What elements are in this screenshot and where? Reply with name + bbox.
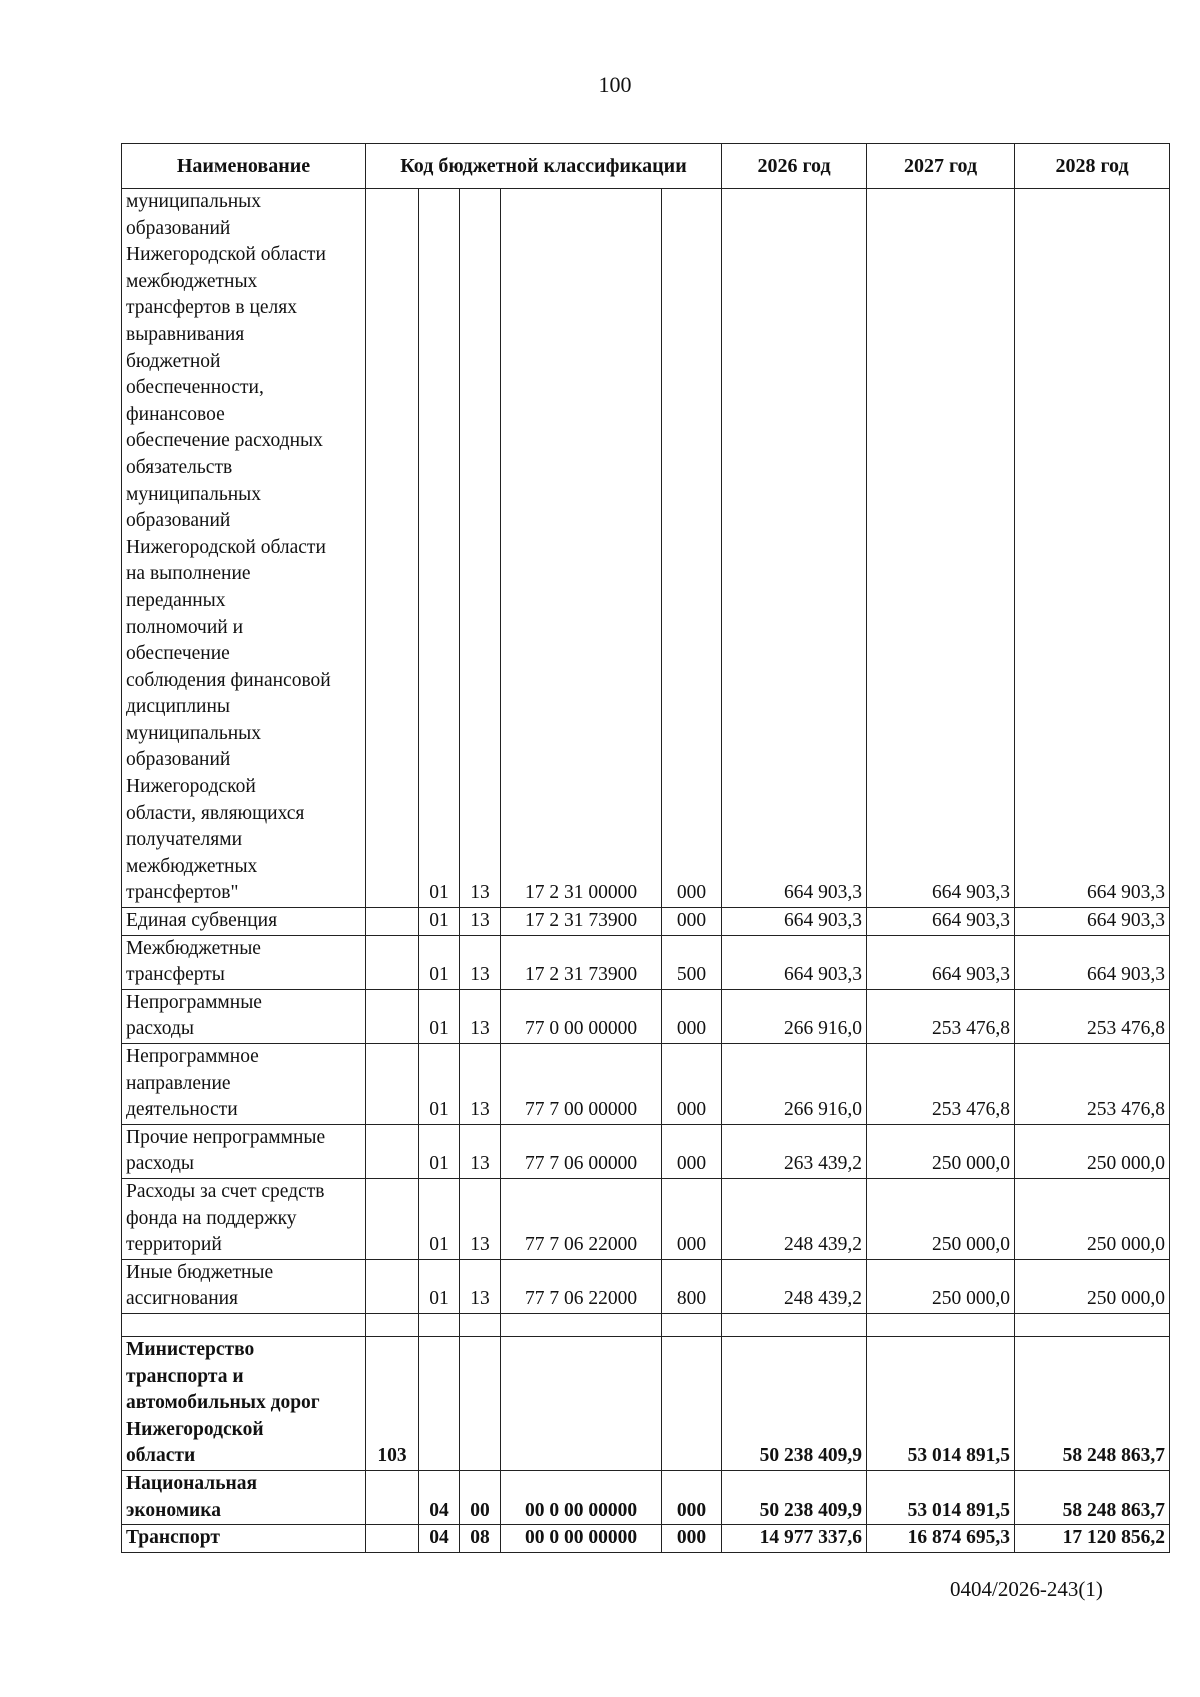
header-2026: 2026 год: [722, 144, 867, 189]
row-expense-type-code: 000: [662, 1178, 722, 1259]
row-subsection-code: 00: [460, 1470, 501, 1524]
row-section-code: 01: [419, 189, 460, 908]
table-row: [122, 1470, 1170, 1524]
row-ved-code: [366, 1470, 419, 1524]
table-row: [122, 1178, 1170, 1259]
row-ved-code: [366, 1124, 419, 1178]
row-target-item-code: 77 7 06 00000: [501, 1124, 662, 1178]
row-ved-code: [366, 908, 419, 936]
table-row: [122, 189, 1170, 908]
row-ved-code: [366, 1044, 419, 1125]
row-value-2027: 250 000,0: [867, 1124, 1015, 1178]
row-ved-code: 103: [366, 1336, 419, 1470]
table-row: [122, 1124, 1170, 1178]
row-section-code: 01: [419, 1044, 460, 1125]
row-expense-type-code: 000: [662, 989, 722, 1043]
row-target-item-code: 00 0 00 00000: [501, 1525, 662, 1553]
row-target-item-code: [501, 1336, 662, 1470]
row-name: Непрограммное направление деятельности: [122, 1044, 366, 1125]
table-row: [122, 1259, 1170, 1313]
row-expense-type-code: [662, 1336, 722, 1470]
row-expense-type-code: 800: [662, 1259, 722, 1313]
row-ved-code: [366, 189, 419, 908]
row-name: Прочие непрограммные расходы: [122, 1124, 366, 1178]
row-subsection-code: 13: [460, 935, 501, 989]
row-subsection-code: 13: [460, 908, 501, 936]
header-code: Код бюджетной классификации: [366, 144, 722, 189]
empty-cell: [662, 1313, 722, 1336]
row-subsection-code: 13: [460, 1259, 501, 1313]
row-value-2028: 664 903,3: [1015, 908, 1170, 936]
row-target-item-code: 77 7 00 00000: [501, 1044, 662, 1125]
row-name: Министерство транспорта и автомобильных дорог Нижегородской области: [122, 1336, 366, 1470]
row-value-2027: 664 903,3: [867, 908, 1015, 936]
budget-table: [121, 143, 1170, 1553]
row-value-2026: 50 238 409,9: [722, 1470, 867, 1524]
row-ved-code: [366, 935, 419, 989]
row-target-item-code: 77 7 06 22000: [501, 1178, 662, 1259]
row-ved-code: [366, 1259, 419, 1313]
row-ved-code: [366, 1525, 419, 1553]
row-target-item-code: 17 2 31 00000: [501, 189, 662, 908]
row-subsection-code: 13: [460, 1124, 501, 1178]
row-value-2028: 253 476,8: [1015, 1044, 1170, 1125]
row-value-2027: 664 903,3: [867, 189, 1015, 908]
table-row: [122, 935, 1170, 989]
row-name: Непрограммные расходы: [122, 989, 366, 1043]
row-name: Единая субвенция: [122, 908, 366, 936]
row-value-2026: 664 903,3: [722, 189, 867, 908]
row-name: Межбюджетные трансферты: [122, 935, 366, 989]
row-expense-type-code: 000: [662, 908, 722, 936]
row-ved-code: [366, 1178, 419, 1259]
document-code: 0404/2026-243(1): [950, 1577, 1103, 1601]
row-name: Транспорт: [122, 1525, 366, 1553]
row-target-item-code: 17 2 31 73900: [501, 935, 662, 989]
row-value-2026: 263 439,2: [722, 1124, 867, 1178]
row-value-2027: 250 000,0: [867, 1259, 1015, 1313]
row-target-item-code: 77 0 00 00000: [501, 989, 662, 1043]
row-name: Расходы за счет средств фонда на поддержку территорий: [122, 1178, 366, 1259]
header-row: [122, 144, 1170, 189]
row-value-2026: 248 439,2: [722, 1178, 867, 1259]
row-expense-type-code: 000: [662, 1525, 722, 1553]
row-value-2028: 250 000,0: [1015, 1178, 1170, 1259]
table-row: [122, 989, 1170, 1043]
row-value-2027: 253 476,8: [867, 1044, 1015, 1125]
table-row: [122, 908, 1170, 936]
table-row: [122, 1044, 1170, 1125]
row-subsection-code: 13: [460, 1044, 501, 1125]
row-value-2027: 250 000,0: [867, 1178, 1015, 1259]
row-target-item-code: 17 2 31 73900: [501, 908, 662, 936]
row-value-2026: 248 439,2: [722, 1259, 867, 1313]
row-subsection-code: 13: [460, 189, 501, 908]
table-body: [122, 189, 1170, 1553]
row-section-code: 01: [419, 908, 460, 936]
row-value-2026: 266 916,0: [722, 1044, 867, 1125]
table-row: [122, 1336, 1170, 1470]
row-subsection-code: 08: [460, 1525, 501, 1553]
row-value-2028: 17 120 856,2: [1015, 1525, 1170, 1553]
empty-cell: [722, 1313, 867, 1336]
header-2028: 2028 год: [1015, 144, 1170, 189]
empty-cell: [419, 1313, 460, 1336]
row-section-code: 01: [419, 935, 460, 989]
empty-cell: [460, 1313, 501, 1336]
row-name: Иные бюджетные ассигнования: [122, 1259, 366, 1313]
row-subsection-code: [460, 1336, 501, 1470]
row-value-2028: 58 248 863,7: [1015, 1470, 1170, 1524]
row-section-code: 01: [419, 989, 460, 1043]
row-expense-type-code: 500: [662, 935, 722, 989]
row-section-code: 04: [419, 1525, 460, 1553]
row-subsection-code: 13: [460, 1178, 501, 1259]
row-value-2028: 664 903,3: [1015, 189, 1170, 908]
row-value-2026: 664 903,3: [722, 935, 867, 989]
row-section-code: 01: [419, 1259, 460, 1313]
row-subsection-code: 13: [460, 989, 501, 1043]
row-name: Национальная экономика: [122, 1470, 366, 1524]
row-target-item-code: 77 7 06 22000: [501, 1259, 662, 1313]
row-value-2028: 58 248 863,7: [1015, 1336, 1170, 1470]
row-value-2026: 266 916,0: [722, 989, 867, 1043]
row-value-2026: 14 977 337,6: [722, 1525, 867, 1553]
empty-cell: [122, 1313, 366, 1336]
row-value-2028: 664 903,3: [1015, 935, 1170, 989]
header-name: Наименование: [122, 144, 366, 189]
row-section-code: 01: [419, 1124, 460, 1178]
row-target-item-code: 00 0 00 00000: [501, 1470, 662, 1524]
empty-cell: [501, 1313, 662, 1336]
empty-cell: [366, 1313, 419, 1336]
row-ved-code: [366, 989, 419, 1043]
row-value-2028: 250 000,0: [1015, 1124, 1170, 1178]
row-value-2027: 53 014 891,5: [867, 1470, 1015, 1524]
row-section-code: [419, 1336, 460, 1470]
row-value-2027: 16 874 695,3: [867, 1525, 1015, 1553]
row-name: муниципальных образований Нижегородской области межбюджетных трансфертов в целях выравнивания бюджетной обеспеченности, финансовое обеспечение расходных обязательств муниципальных образований Нижегородской области на выполнение переданных полномочий и обеспечение соблюдения финансовой дисциплины муниципальных образований Нижегородской области, являющихся получателями межбюджетных трансфертов": [122, 189, 366, 908]
empty-cell: [867, 1313, 1015, 1336]
row-value-2026: 50 238 409,9: [722, 1336, 867, 1470]
row-expense-type-code: 000: [662, 1470, 722, 1524]
row-value-2028: 253 476,8: [1015, 989, 1170, 1043]
row-value-2027: 253 476,8: [867, 989, 1015, 1043]
row-value-2026: 664 903,3: [722, 908, 867, 936]
row-value-2027: 53 014 891,5: [867, 1336, 1015, 1470]
row-expense-type-code: 000: [662, 1044, 722, 1125]
table-row: [122, 1525, 1170, 1553]
table-row: [122, 1313, 1170, 1336]
row-expense-type-code: 000: [662, 189, 722, 908]
row-section-code: 04: [419, 1470, 460, 1524]
row-section-code: 01: [419, 1178, 460, 1259]
empty-cell: [1015, 1313, 1170, 1336]
row-expense-type-code: 000: [662, 1124, 722, 1178]
row-value-2028: 250 000,0: [1015, 1259, 1170, 1313]
page-number: 100: [598, 72, 632, 97]
row-value-2027: 664 903,3: [867, 935, 1015, 989]
header-2027: 2027 год: [867, 144, 1015, 189]
